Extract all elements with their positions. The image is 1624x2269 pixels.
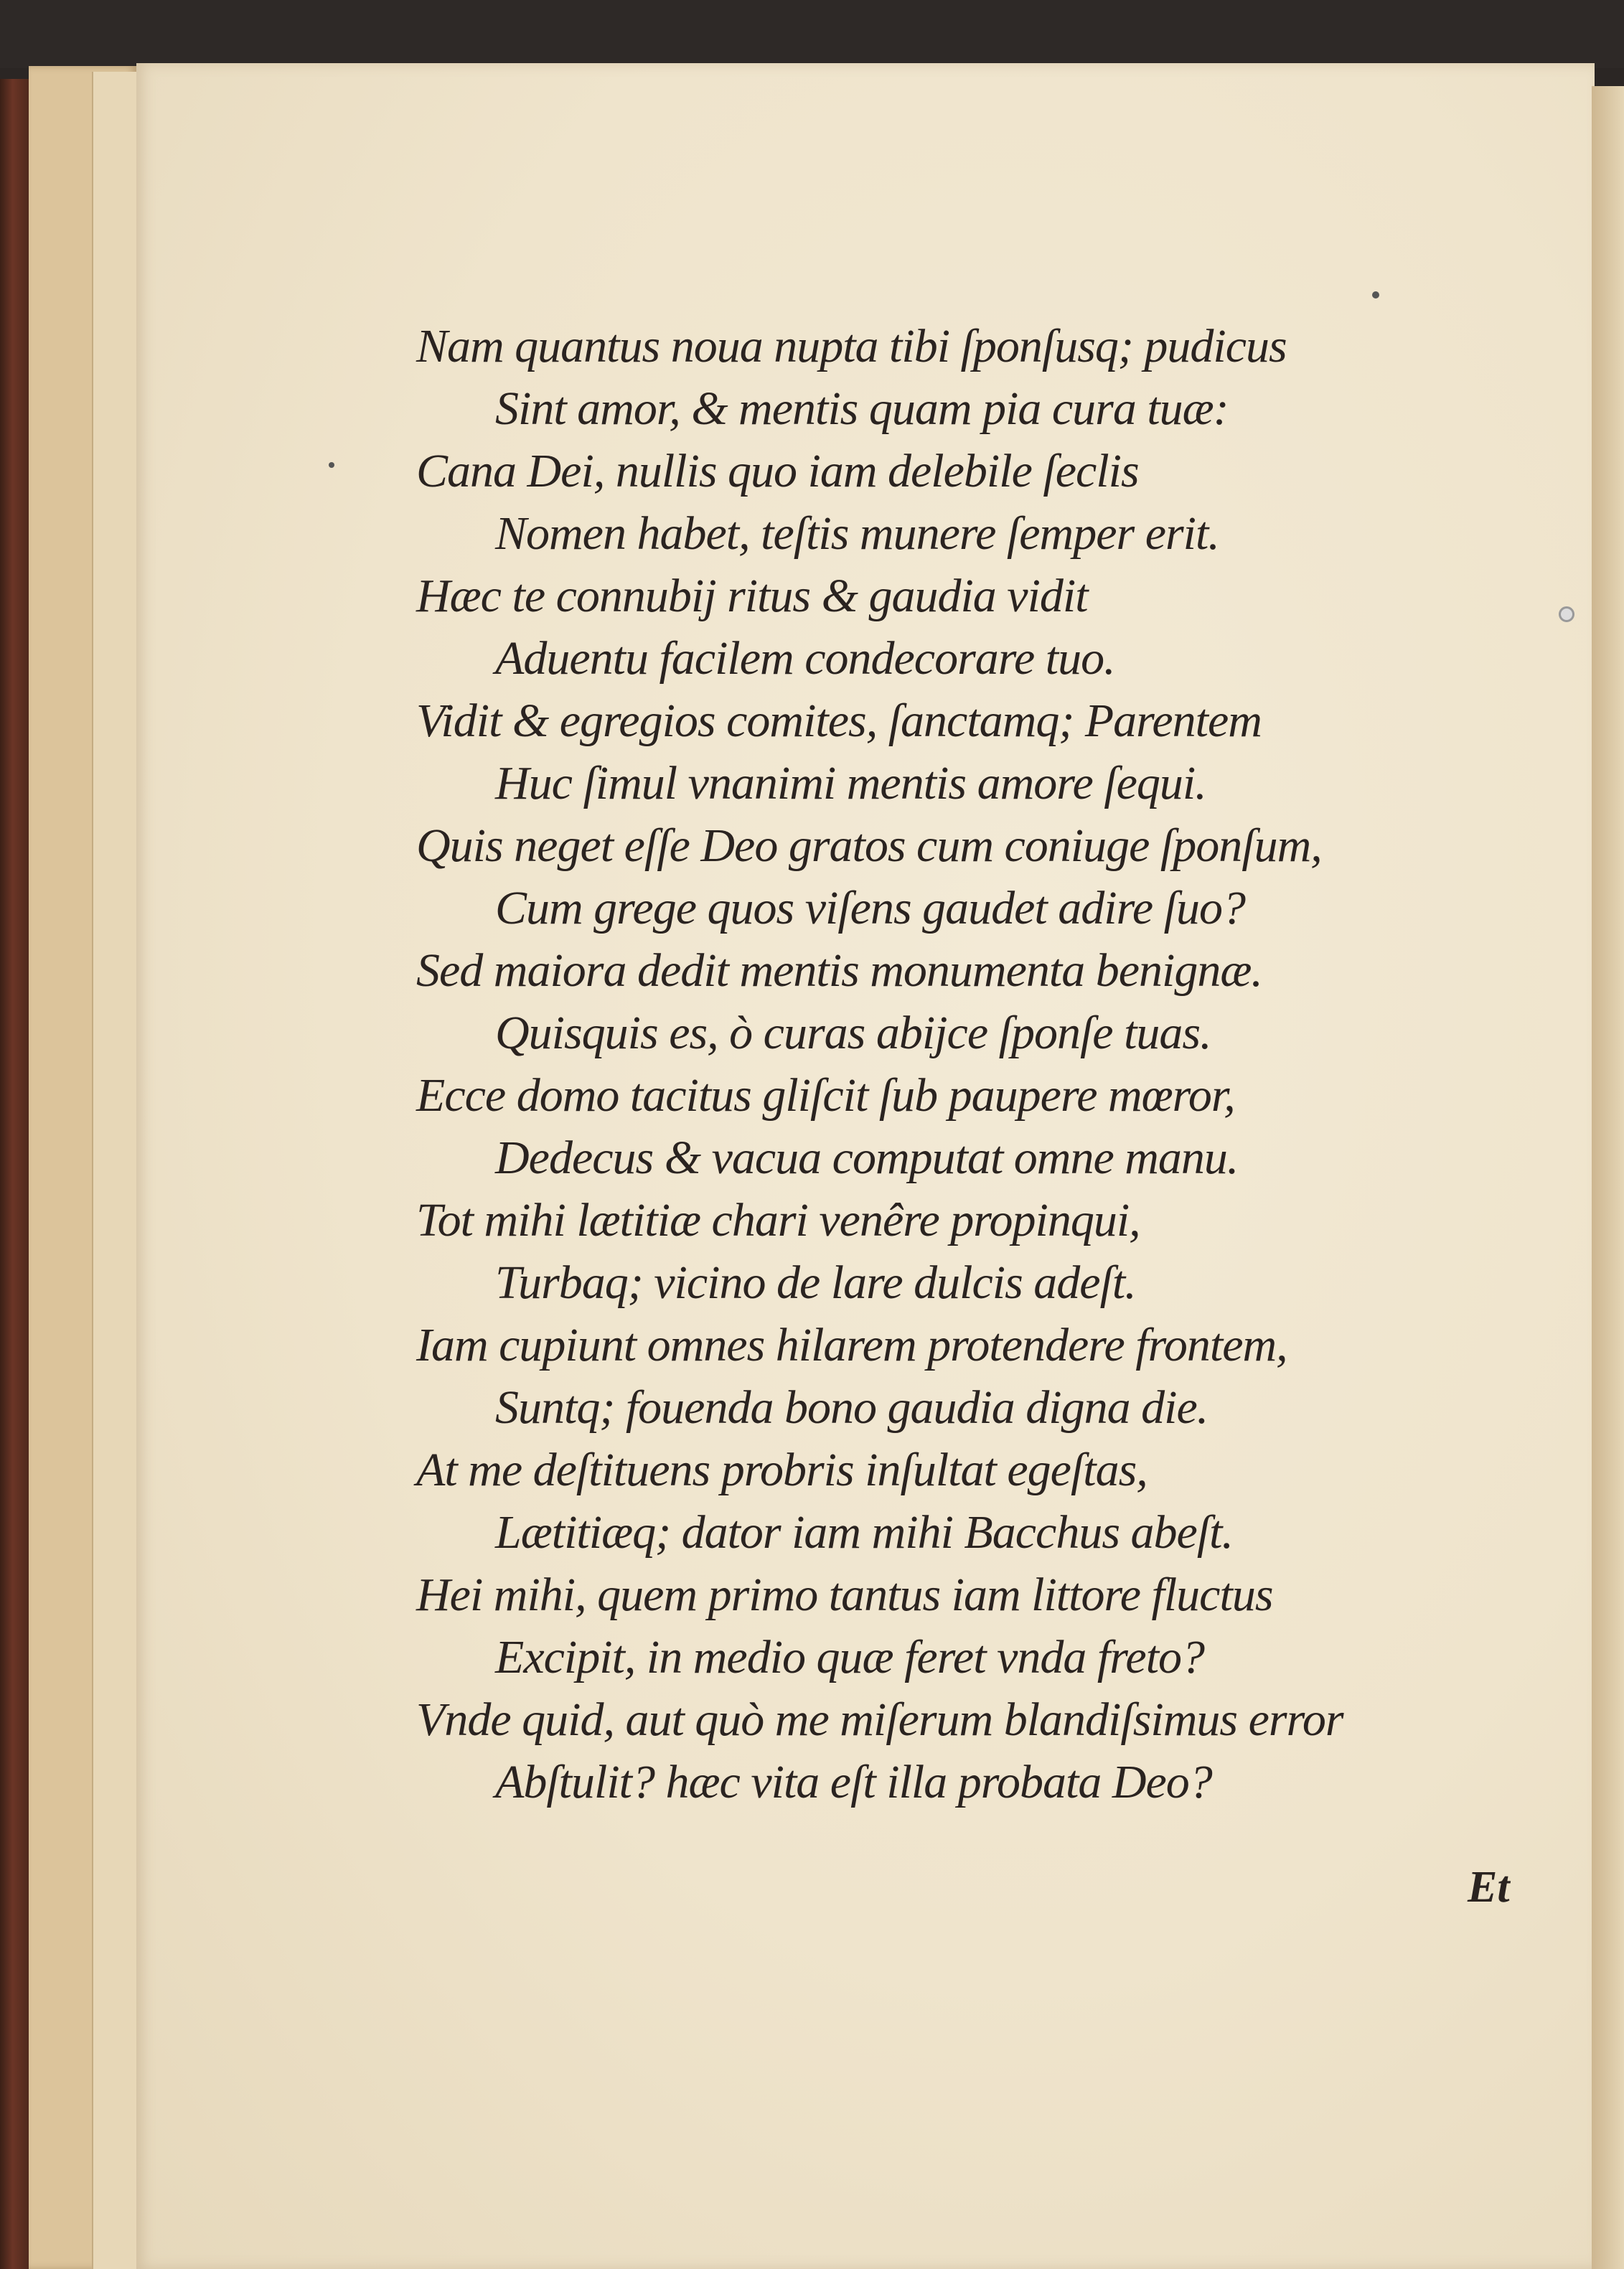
- book-binding-edge: [0, 79, 32, 2269]
- next-page-edge: [1592, 86, 1624, 2269]
- verse-line: Huc ſimul vnanimi mentis amore ſequi.: [495, 757, 1206, 809]
- verse-line: Tot mihi lætitiæ chari venêre propinqui,: [416, 1194, 1140, 1246]
- verse-line: Nomen habet, teſtis munere ſemper erit.: [495, 507, 1219, 560]
- verse-line: Vidit & egregios comites, ſanctamq; Parentem: [416, 695, 1262, 747]
- verse-line: At me deſtituens probris inſultat egeſtas,: [416, 1444, 1147, 1496]
- verse-line: Vnde quid, aut quò me miſerum blandiſsimus error: [416, 1693, 1343, 1746]
- verse-line: Ecce domo tacitus gliſcit ſub paupere mœror,: [416, 1069, 1235, 1122]
- verse-line: Hæc te connubij ritus & gaudia vidit: [416, 570, 1088, 622]
- verse-line: Suntq; fouenda bono gaudia digna die.: [495, 1381, 1208, 1434]
- verse-line: Iam cupiunt omnes hilarem protendere frontem,: [416, 1319, 1287, 1371]
- verse-line: Dedecus & vacua computat omne manu.: [495, 1132, 1239, 1184]
- verse-line: Sint amor, & mentis quam pia cura tuæ:: [495, 382, 1229, 435]
- page-pinhole: [1559, 606, 1574, 622]
- verse-line: Cana Dei, nullis quo iam delebile ſeclis: [416, 445, 1139, 497]
- catchword: Et: [1468, 1863, 1510, 1912]
- verse-line: Abſtulit? hæc vita eſt illa probata Deo?: [495, 1756, 1212, 1808]
- ink-speck: [329, 462, 334, 468]
- verse-line: Sed maiora dedit mentis monumenta benignæ.: [416, 944, 1262, 997]
- verse-line: Turbaq; vicino de lare dulcis adeſt.: [495, 1256, 1136, 1309]
- verse-line: Nam quantus noua nupta tibi ſponſusq; pudicus: [416, 320, 1287, 372]
- verse-line: Quisquis es, ò curas abijce ſponſe tuas.: [495, 1007, 1211, 1059]
- verse-line: Quis neget eſſe Deo gratos cum coniuge ſponſum,: [416, 819, 1322, 872]
- verse-line: Cum grege quos viſens gaudet adire ſuo?: [495, 882, 1245, 934]
- verse-line: Lætitiæq; dator iam mihi Bacchus abeſt.: [495, 1506, 1233, 1559]
- scan-background: [0, 0, 1624, 68]
- verse-line: Excipit, in medio quæ feret vnda freto?: [495, 1631, 1205, 1683]
- ink-speck: [1372, 291, 1379, 299]
- verse-line: Hei mihi, quem primo tantus iam littore fluctus: [416, 1569, 1273, 1621]
- verse-line: Aduentu facilem condecorare tuo.: [495, 632, 1115, 685]
